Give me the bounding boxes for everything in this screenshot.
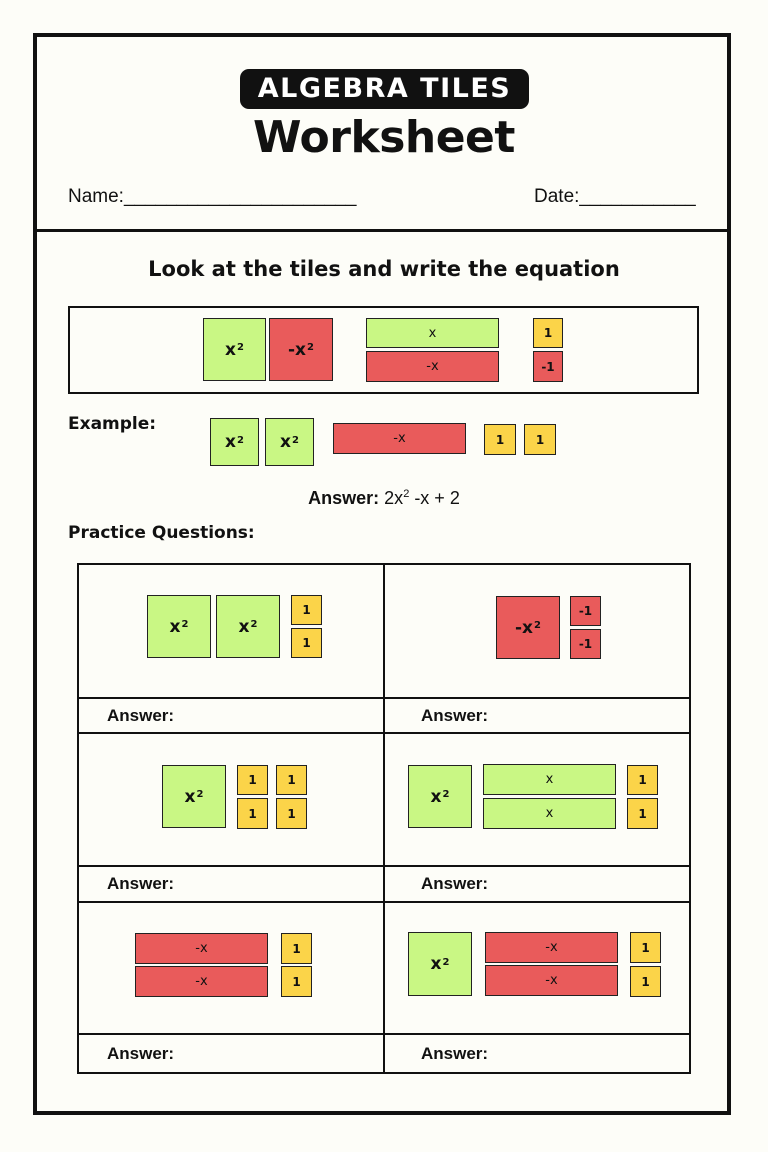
- x-tile: x: [483, 764, 616, 795]
- unit-tile: 1: [276, 765, 307, 795]
- unit-tile: 1: [281, 933, 312, 964]
- negative-unit-tile: -1: [570, 596, 601, 626]
- x-squared-tile: x $^2$: [265, 418, 314, 466]
- unit-tile: 1: [533, 318, 563, 348]
- grid-divider: [77, 865, 691, 867]
- negative-x-tile: -x: [333, 423, 466, 454]
- negative-x-squared-tile: -x $^2$: [269, 318, 333, 381]
- answer-label: Answer:: [421, 1044, 489, 1063]
- unit-tile: 1: [630, 966, 661, 997]
- page-title: Worksheet: [253, 112, 515, 163]
- grid-divider: [77, 901, 691, 903]
- unit-tile: 1: [484, 424, 516, 455]
- negative-x-tile: -x: [135, 966, 268, 997]
- unit-tile: 1: [627, 798, 658, 829]
- instruction-heading: Look at the tiles and write the equation: [148, 257, 620, 281]
- negative-x-tile: -x: [485, 965, 618, 996]
- grid-divider: [77, 732, 691, 734]
- answer-label: Answer:: [107, 1044, 175, 1063]
- negative-x-squared-tile: -x $^2$: [496, 596, 560, 659]
- x-squared-tile: x $^2$: [216, 595, 280, 658]
- answer-label: Answer:: [421, 706, 489, 725]
- answer-label: Answer:: [421, 874, 489, 893]
- negative-unit-tile: -1: [570, 629, 601, 659]
- x-squared-tile: x $^2$: [408, 765, 472, 828]
- negative-unit-tile: -1: [533, 351, 563, 382]
- x-squared-tile: x $^2$: [210, 418, 259, 466]
- x-squared-tile: x $^2$: [162, 765, 226, 828]
- unit-tile: 1: [524, 424, 556, 455]
- header-divider: [37, 229, 731, 232]
- negative-x-tile: -x: [135, 933, 268, 964]
- unit-tile: 1: [627, 765, 658, 795]
- grid-divider: [77, 1033, 691, 1035]
- answer-label: Answer:: [107, 706, 175, 725]
- header-badge: ALGEBRA TILES: [240, 69, 529, 109]
- example-label: Example:: [68, 414, 157, 434]
- unit-tile: 1: [237, 765, 268, 795]
- name-field[interactable]: Name:______________________: [68, 186, 357, 207]
- practice-label: Practice Questions:: [68, 523, 255, 543]
- unit-tile: 1: [281, 966, 312, 997]
- answer-label: Answer:: [107, 874, 175, 893]
- negative-x-tile: -x: [366, 351, 499, 382]
- x-tile: x: [483, 798, 616, 829]
- date-field[interactable]: Date:___________: [534, 186, 696, 207]
- x-tile: x: [366, 318, 499, 348]
- example-answer: Answer: $2x^2$ -x + 2: [308, 488, 460, 508]
- unit-tile: 1: [237, 798, 268, 829]
- unit-tile: 1: [291, 595, 322, 625]
- unit-tile: 1: [630, 932, 661, 963]
- x-squared-tile: x $^2$: [408, 932, 472, 996]
- unit-tile: 1: [291, 628, 322, 658]
- unit-tile: 1: [276, 798, 307, 829]
- x-squared-tile: x $^2$: [147, 595, 211, 658]
- grid-divider: [77, 697, 691, 699]
- grid-divider: [383, 563, 385, 1074]
- x-squared-tile: x $^2$: [203, 318, 266, 381]
- negative-x-tile: -x: [485, 932, 618, 963]
